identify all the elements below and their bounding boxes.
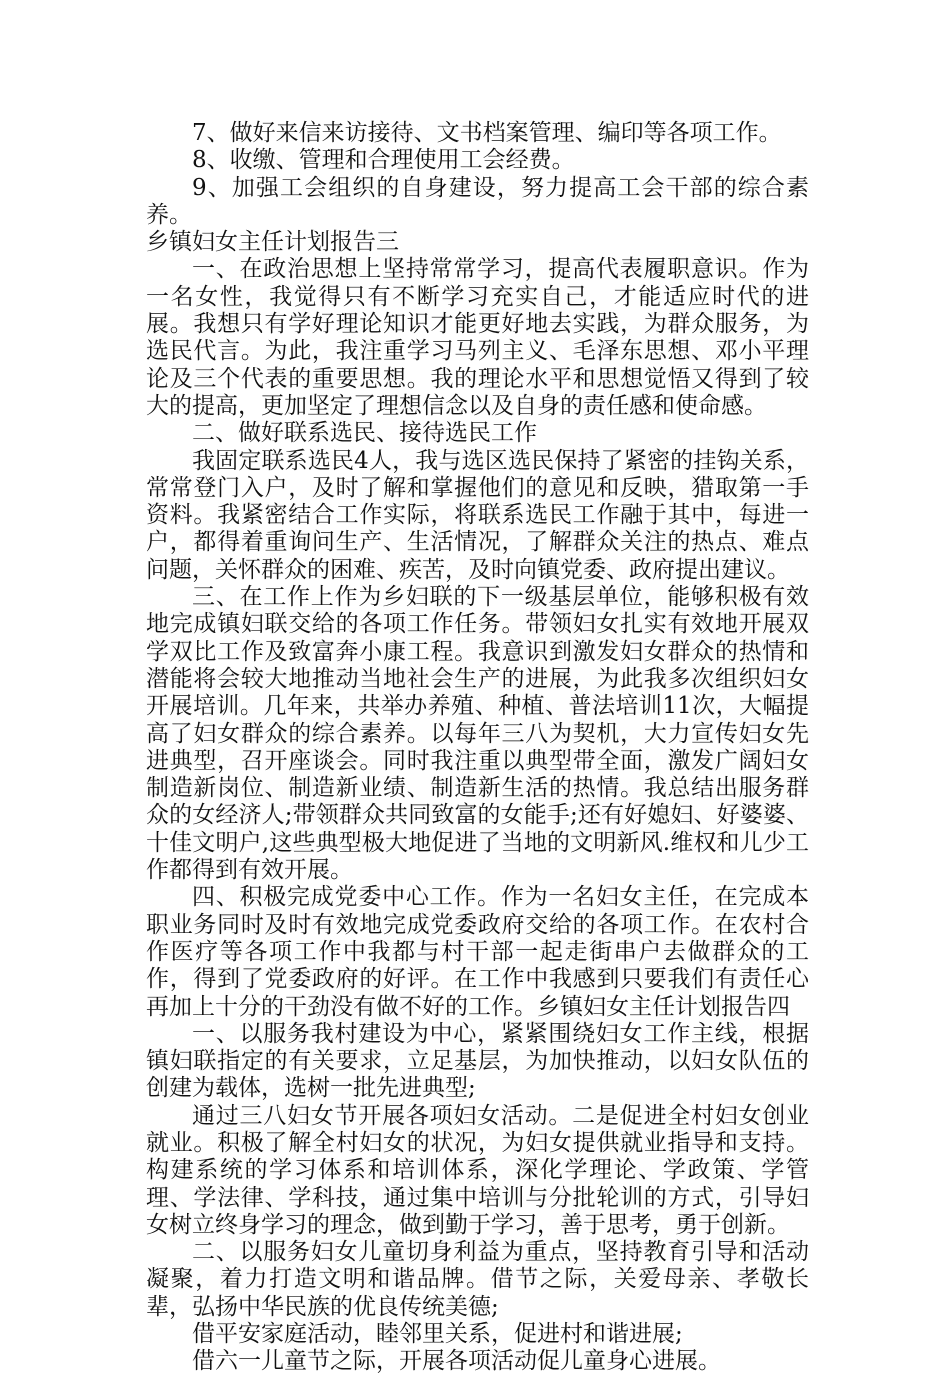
paragraph: 二、以服务妇女儿童切身利益为重点，坚持教育引导和活动凝聚，着力打造文明和谐品牌。借节之际，关爱母亲、孝敬长辈，弘扬中华民族的优良传统美德; xyxy=(146,1239,809,1320)
paragraph: 二、做好联系选民、接待选民工作 xyxy=(192,420,537,447)
paragraph: 一、以服务我村建设为中心，紧紧围绕妇女工作主线，根据镇妇联指定的有关要求，立足基层，为加快推动，以妇女队伍的创建为载体，选树一批先进典型; xyxy=(146,1020,809,1102)
paragraph: 我固定联系选民4人，我与选区选民保持了紧密的挂钩关系，常常登门入户，及时了解和掌握他们的意见和反映，猎取第一手资料。我紧密结合工作实际，将联系选民工作融于其中，每进一户，都得着重询问生产、生活情况，了解群众关注的热点、难点问题，关怀群众的困难、疾苦，及时向镇党委、政府提出建议。 xyxy=(146,447,809,583)
paragraph: 三、在工作上作为乡妇联的下一级基层单位，能够积极有效地完成镇妇联交给的各项工作任务。带领妇女扎实有效地开展双学双比工作及致富奔小康工程。我意识到激发妇女群众的热情和潜能将会较大地推动当地社会生产的进展，为此我多次组织妇女开展培训。几年来，共举办养殖、种植、普法培训11次，大幅提高了妇女群众的综合素养。以每年三八为契机，大力宣传妇女先进典型，召开座谈会。同时我注重以典型带全面，激发广阔妇女制造新岗位、制造新业绩、制造新生活的热情。我总结出服务群众的女经济人;带领群众共同致富的女能手;还有好媳妇、好婆婆、十佳文明户,这些典型极大地促进了当地的文明新风.维权和儿少工作都得到有效开展。 xyxy=(146,584,809,884)
paragraph: 9、加强工会组织的自身建设，努力提高工会干部的综合素养。 xyxy=(146,174,809,228)
paragraph: 借六一儿童节之际，开展各项活动促儿童身心进展。 xyxy=(192,1348,721,1375)
paragraph: 通过三八妇女节开展各项妇女活动。二是促进全村妇女创业就业。积极了解全村妇女的状况，为妇女提供就业指导和支持。构建系统的学习体系和培训体系，深化学理论、学政策、学管理、学法律、学科技，通过集中培训与分批轮训的方式，引导妇女树立终身学习的理念，做到勤于学习，善于思考，勇于创新。 xyxy=(146,1102,809,1238)
paragraph: 一、在政治思想上坚持常常学习，提高代表履职意识。作为一名女性，我觉得只有不断学习充实自己，才能适应时代的进展。我想只有学好理论知识才能更好地去实践，为群众服务，为选民代言。为此，我注重学习马列主义、毛泽东思想、邓小平理论及三个代表的重要思想。我的理论水平和思想觉悟又得到了较大的提高，更加坚定了理想信念以及自身的责任感和使命感。 xyxy=(146,256,809,419)
paragraph: 四、积极完成党委中心工作。作为一名妇女主任，在完成本职业务同时及时有效地完成党委政府交给的各项工作。在农村合作医疗等各项工作中我都与村干部一起走街串户去做群众的工作，得到了党委政府的好评。在工作中我感到只要我们有责任心再加上十分的干劲没有做不好的工作。乡镇妇女主任计划报告四 xyxy=(146,884,809,1020)
paragraph: 7、做好来信来访接待、文书档案管理、编印等各项工作。 xyxy=(192,120,782,146)
section-heading: 乡镇妇女主任计划报告三 xyxy=(146,229,399,256)
paragraph: 8、收缴、管理和合理使用工会经费。 xyxy=(192,147,575,174)
document-page xyxy=(146,120,809,1376)
paragraph: 借平安家庭活动，睦邻里关系，促进村和谐进展; xyxy=(192,1321,683,1348)
